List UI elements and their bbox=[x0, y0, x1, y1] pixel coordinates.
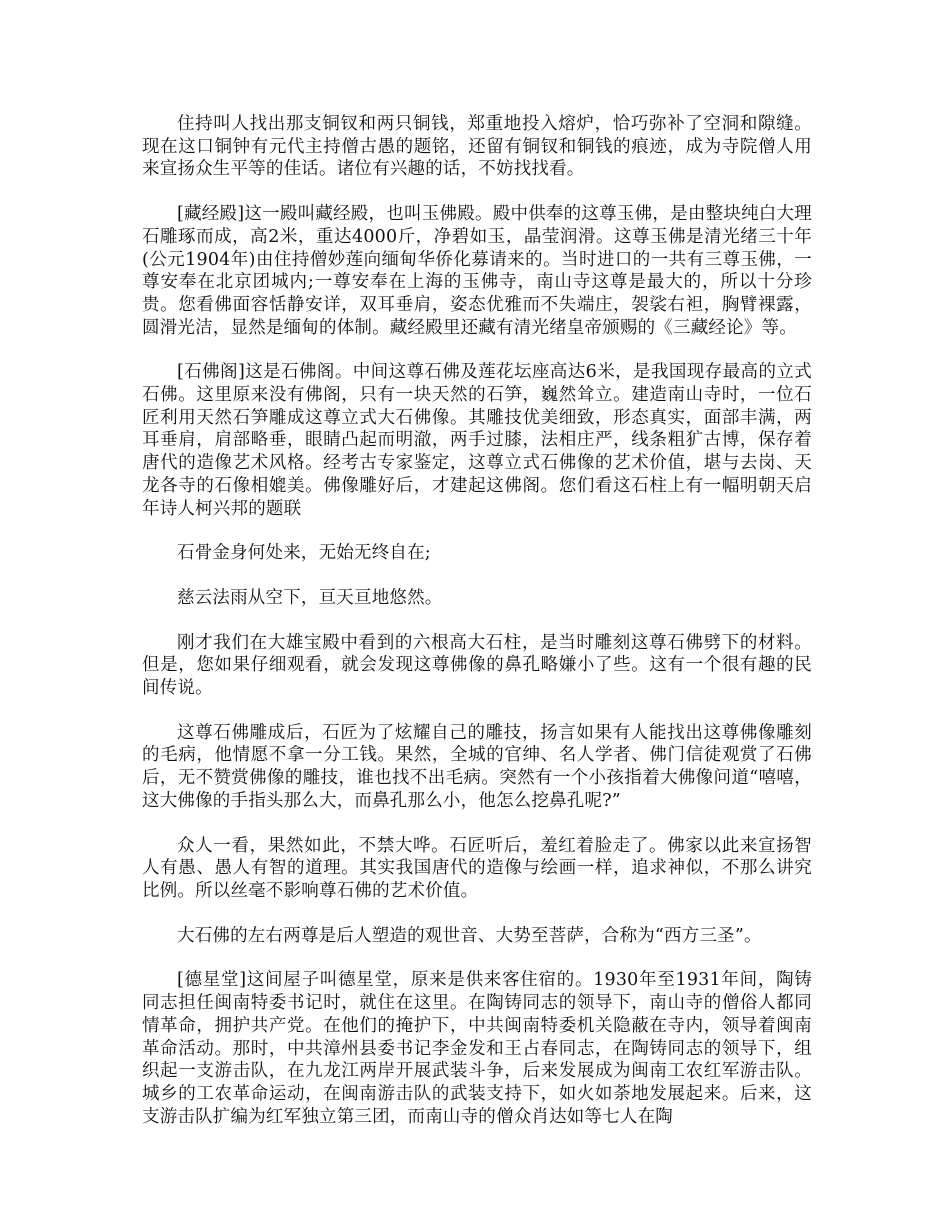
couplet-line-2: 慈云法雨从空下，亘天亘地悠然。 bbox=[177, 587, 443, 608]
paragraph-sutra-hall: [藏经殿]这一殿叫藏经殿，也叫玉佛殿。殿中供奉的这尊玉佛，是由整块纯白大理石雕琢而成，高2米，重达4000斤，净碧如玉，晶莹润滑。这尊玉佛是清光绪三十年(公元1904年)由住持僧妙莲向缅甸华侨化募请来的。当时进口的一共有三尊玉佛，一尊安奉在北京团城内;一尊安奉在上海的玉佛寺，南山寺这尊是最大的，所以十分珍贵。您看佛面容恬静安详，双耳垂肩，姿态优雅而不失端庄，袈裟右袒，胸臂裸露，圆滑光洁，显然是缅甸的体制。藏经殿里还藏有清光绪皇帝颁赐的《三藏经论》等。 bbox=[142, 204, 812, 338]
paragraph-stone-pillars: 刚才我们在大雄宝殿中看到的六根高大石柱，是当时雕刻这尊石佛劈下的材料。但是，您如果仔细观看，就会发现这尊佛像的鼻孔略嫌小了些。这有一个很有趣的民间传说。 bbox=[142, 632, 812, 699]
paragraph-bell-story: 住持叫人找出那支铜钗和两只铜钱，郑重地投入熔炉，恰巧弥补了空洞和隙缝。现在这口铜钟有元代主持僧古愚的题铭，还留有铜钗和铜钱的痕迹，成为寺院僧人用来宣扬众生平等的佳话。诸位有兴趣的话，不妨找找看。 bbox=[142, 114, 812, 180]
paragraph-three-saints: 大石佛的左右两尊是后人塑造的观世音、大势至菩萨，合称为“西方三圣”。 bbox=[177, 925, 762, 946]
couplet-line-1: 石骨金身何处来，无始无终自在; bbox=[177, 543, 431, 564]
document-body bbox=[142, 113, 812, 1150]
paragraph-moral: 众人一看，果然如此，不禁大哗。石匠听后，羞红着脸走了。佛家以此来宣扬智人有愚、愚人有智的道理。其实我国唐代的造像与绘画一样，追求神似，不那么讲究比例。所以丝毫不影响尊石佛的艺术价值。 bbox=[142, 835, 812, 901]
paragraph-dexing-hall: [德星堂]这间屋子叫德星堂，原来是供来客住宿的。1930年至1931年间，陶铸同志担任闽南特委书记时，就住在这里。在陶铸同志的领导下，南山寺的僧俗人都同情革命，拥护共产党。在他们的掩护下，中共闽南特委机关隐蔽在寺内，领导着闽南革命活动。那时，中共漳州县委书记李金发和王占春同志，在陶铸同志的领导下，组织起一支游击队，在九龙江两岸开展武装斗争，后来发展成为闽南工农红军游击队。城乡的工农革命运动，在闽南游击队的武装支持下，如火如荼地发展起来。后来，这支游击队扩编为红军独立第三团，而南山寺的僧众肖达如等七人在陶 bbox=[142, 970, 812, 1127]
paragraph-stone-buddha-pavilion: [石佛阁]这是石佛阁。中间这尊石佛及莲花坛座高达6米，是我国现存最高的立式石佛。这里原来没有佛阁，只有一块天然的石笋，巍然耸立。建造南山寺时，一位石匠利用天然石笋雕成这尊立式大石佛像。其雕技优美细致，形态真实，面部丰满，两耳垂肩，肩部略垂，眼睛凸起而明澈，两手过膝，法相庄严，线条粗犷古博，保存着唐代的造像艺术风格。经考古专家鉴定，这尊立式石佛像的艺术价值，堪与去岗、天龙各寺的石像相媲美。佛像雕好后，才建起这佛阁。您们看这石柱上有一幅明朝天启年诗人柯兴邦的题联 bbox=[142, 362, 812, 519]
paragraph-legend: 这尊石佛雕成后，石匠为了炫耀自己的雕技，扬言如果有人能找出这尊佛像雕刻的毛病，他情愿不拿一分工钱。果然，全城的官绅、名人学者、佛门信徒观赏了石佛后，无不赞赏佛像的雕技，谁也找不出毛病。突然有一个小孩指着大佛像问道“嘻嘻，这大佛像的手指头那么大，而鼻孔那么小，他怎么挖鼻孔呢?” bbox=[142, 722, 812, 811]
